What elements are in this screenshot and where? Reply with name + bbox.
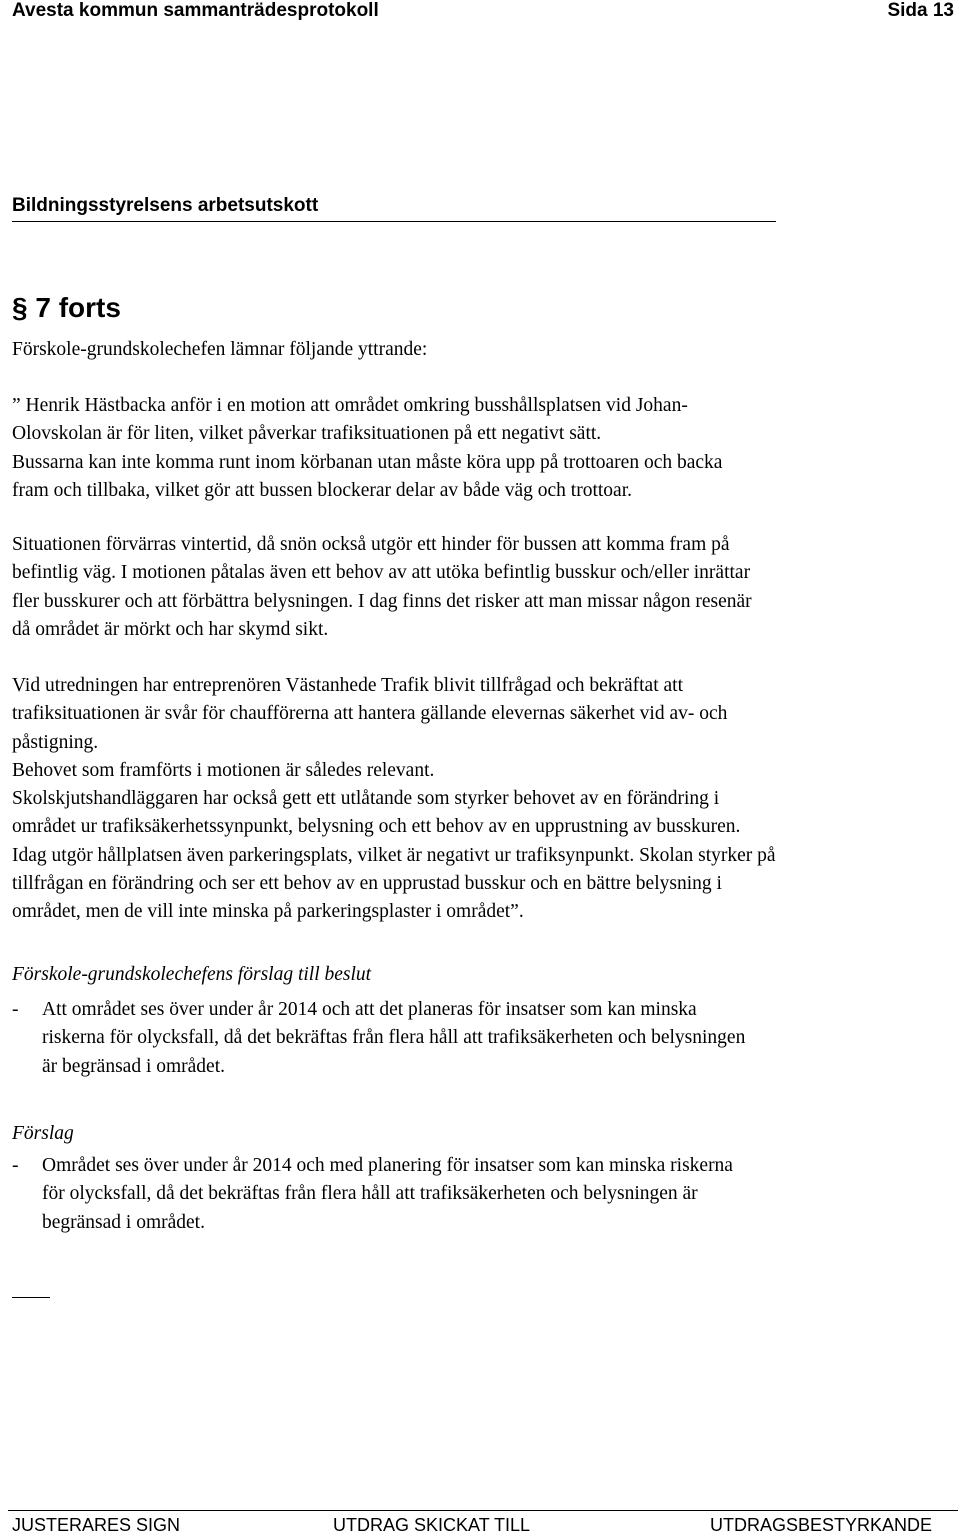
intro-text: Förskole-grundskolechefen lämnar följande yttrande:	[12, 339, 428, 360]
text-line: begränsad i området.	[42, 1211, 205, 1233]
section-heading	[12, 292, 121, 324]
text-line: tillfrågan en förändring och ser ett behov av en upprustad busskur och en bättre belysning i	[12, 873, 722, 895]
text-line: riskerna för olycksfall, då det bekräftas från flera håll att trafiksäkerheten och belysningen	[42, 1027, 746, 1049]
text-line: påstigning.	[12, 731, 99, 753]
footer-sent-to-label: UTDRAG SKICKAT TILL	[333, 1515, 531, 1535]
statement-paragraph-2	[12, 531, 952, 644]
end-rule	[12, 1297, 50, 1298]
text-line: fram och tillbaka, vilket gör att bussen blockerar delar av både väg och trottoar.	[12, 479, 632, 501]
text-line: Vid utredningen har entreprenören Västanhede Trafik blivit tillfrågad och bekräftat att	[12, 675, 683, 696]
text-line: fler busskurer och att förbättra belysningen. I dag finns det risker att man missar någon resenär	[12, 590, 752, 612]
text-line: trafiksituationen är svår för chaufförerna att hantera gällande elevernas säkerhet vid av- och	[12, 703, 728, 725]
footer-certification-label: UTDRAGSBESTYRKANDE	[709, 1515, 932, 1535]
text-line: då området är mörkt och har skymd sikt.	[12, 618, 329, 640]
chef-proposal-item	[12, 996, 952, 1081]
statement-paragraph-3	[12, 672, 952, 927]
list-dash: -	[12, 1155, 19, 1176]
text-line: Behovet som framförts i motionen är således relevant.	[12, 759, 435, 781]
proposal-heading: Förslag	[12, 1123, 74, 1144]
page-number: Sida 13	[887, 0, 954, 21]
proposal-item	[12, 1152, 952, 1237]
text-line: Skolskjutshandläggaren har också gett ett utlåtande som styrker behovet av en förändring i	[12, 788, 720, 810]
section-number: 7 forts	[35, 292, 121, 323]
text-line: Området ses över under år 2014 och med planering för insatser som kan minska riskerna	[42, 1155, 733, 1176]
document-title: Avesta kommun sammanträdesprotokoll	[12, 0, 379, 21]
text-line: är begränsad i området.	[42, 1055, 226, 1077]
chef-proposal-heading: Förskole-grundskolechefens förslag till beslut	[12, 964, 372, 985]
text-line: för olycksfall, då det bekräftas från flera håll att trafiksäkerheten och belysningen är	[42, 1183, 698, 1205]
text-line: området, men de vill inte minska på parkeringsplaster i området”.	[12, 901, 524, 923]
statement-paragraph-1	[12, 392, 952, 505]
text-line: Olovskolan är för liten, vilket påverkar trafiksituationen på ett negativt sätt.	[12, 423, 602, 445]
text-line: ” Henrik Hästbacka anför i en motion att området omkring busshållsplatsen vid Johan-	[12, 395, 688, 416]
text-line: området ur trafiksäkerhetssynpunkt, belysning och ett behov av en upprustning av busskuren.	[12, 816, 741, 838]
text-line: Situationen förvärras vintertid, då snön också utgör ett hinder för bussen att komma fram på	[12, 534, 730, 555]
text-line: befintlig väg. I motionen påtalas även ett behov av att utöka befintlig busskur och/eller inrättar	[12, 562, 751, 584]
text-line: Bussarna kan inte komma runt inom körbanan utan måste köra upp på trottoaren och backa	[12, 451, 723, 473]
list-dash: -	[12, 999, 19, 1020]
section-symbol: §	[12, 292, 28, 323]
text-line: Att området ses över under år 2014 och att det planeras för insatser som kan minska	[42, 999, 697, 1020]
footer-signature-label: JUSTERARES SIGN	[12, 1515, 181, 1535]
board-name: Bildningsstyrelsens arbetsutskott	[12, 195, 319, 216]
board-underline	[12, 221, 776, 222]
text-line: Idag utgör hållplatsen även parkeringsplats, vilket är negativt ur trafiksynpunkt. Skolan styrker på	[12, 844, 776, 866]
footer-divider	[8, 1510, 958, 1511]
